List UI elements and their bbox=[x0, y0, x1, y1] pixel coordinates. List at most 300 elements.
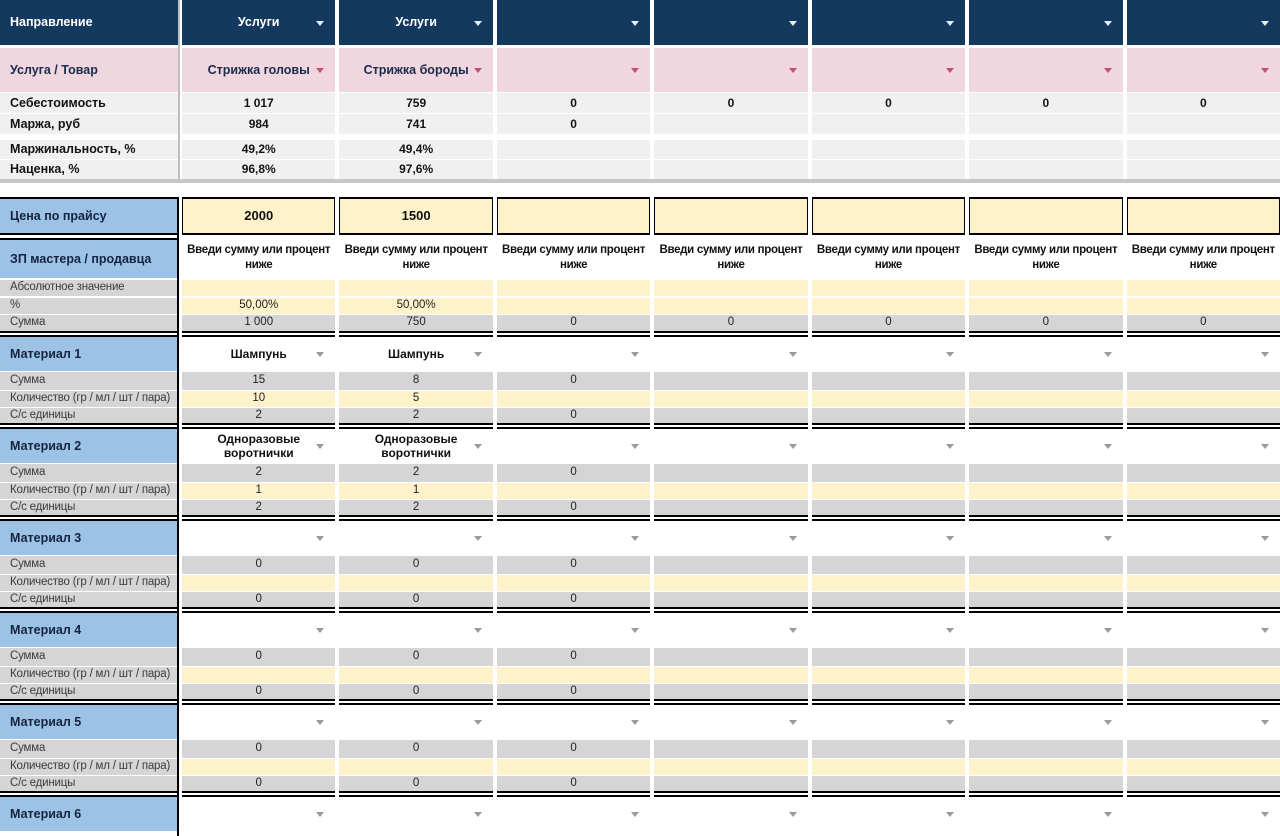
material-2-dropdown-c1-text: Одноразовые воротнички bbox=[217, 431, 301, 460]
input-cell-quantity-c2[interactable] bbox=[339, 483, 492, 499]
chevron-down-icon bbox=[789, 352, 797, 357]
table-row bbox=[0, 483, 1280, 499]
material-1-dropdown-c3[interactable] bbox=[497, 335, 650, 371]
material-2-dropdown-c2-text: Одноразовые воротнички bbox=[374, 431, 458, 460]
material-4-dropdown-c2[interactable] bbox=[339, 611, 492, 647]
row-label-material-2-text: Материал 2 bbox=[10, 438, 82, 453]
calc-cell-unit-cost-c2 bbox=[339, 500, 492, 517]
service-dropdown-c1[interactable] bbox=[182, 48, 335, 92]
metric-cost-cell bbox=[654, 93, 807, 113]
calc-cell-sum-c1-text: 0 bbox=[255, 558, 262, 571]
direction-dropdown-c7[interactable] bbox=[1127, 0, 1280, 45]
input-cell-quantity-c2[interactable] bbox=[339, 391, 492, 407]
input-cell-percent-c7[interactable] bbox=[1127, 298, 1280, 314]
row-label-percent bbox=[0, 298, 178, 314]
calc-cell-unit-cost-c6 bbox=[969, 408, 1122, 425]
calc-cell-sum-c1-text: 2 bbox=[255, 466, 262, 479]
input-cell-quantity-c7[interactable] bbox=[1127, 759, 1280, 775]
calc-cell-sum-c1 bbox=[182, 315, 335, 333]
material-6-dropdown-c5[interactable] bbox=[812, 795, 965, 831]
row-label-sum-text: Сумма bbox=[10, 558, 46, 571]
salary-hint-cell bbox=[497, 238, 650, 278]
input-cell-quantity-c6[interactable] bbox=[969, 667, 1122, 683]
material-1-dropdown-c1-text: Шампунь bbox=[230, 346, 287, 361]
calc-cell-sum-c1 bbox=[182, 740, 335, 758]
input-cell-quantity-c3[interactable] bbox=[497, 759, 650, 775]
row-label-sum-text: Сумма bbox=[10, 742, 46, 755]
calc-cell-unit-cost-c7 bbox=[1127, 408, 1280, 425]
row-label-quantity bbox=[0, 575, 178, 591]
chevron-down-icon bbox=[1261, 720, 1269, 725]
material-5-dropdown-c4[interactable] bbox=[654, 703, 807, 739]
row-label-markup-pct bbox=[0, 160, 178, 179]
material-4-dropdown-c3[interactable] bbox=[497, 611, 650, 647]
material-5-dropdown-c7[interactable] bbox=[1127, 703, 1280, 739]
metric-cost-cell-text: 0 bbox=[885, 95, 892, 110]
material-1-dropdown-c6[interactable] bbox=[969, 335, 1122, 371]
calc-cell-sum-c2 bbox=[339, 372, 492, 390]
calc-cell-unit-cost-c3-text: 0 bbox=[570, 408, 577, 421]
material-4-dropdown-c6[interactable] bbox=[969, 611, 1122, 647]
row-label-quantity-text: Количество (гр / мл / шт / пара) bbox=[10, 484, 171, 497]
metric-margin-rub-cell bbox=[497, 114, 650, 134]
row-label-margin-rub bbox=[0, 114, 178, 134]
calc-cell-sum-c2 bbox=[339, 648, 492, 666]
input-cell-quantity-c5[interactable] bbox=[812, 759, 965, 775]
input-cell-percent-c2[interactable] bbox=[339, 298, 492, 314]
material-1-dropdown-c2[interactable] bbox=[339, 335, 492, 371]
input-cell-quantity-c2[interactable] bbox=[339, 667, 492, 683]
row-label-unit-cost bbox=[0, 500, 178, 517]
table-row bbox=[0, 197, 1280, 235]
salary-hint-cell-text: Введи сумму или процент ниже bbox=[502, 244, 646, 271]
material-1-dropdown-c5[interactable] bbox=[812, 335, 965, 371]
metric-cost-cell bbox=[182, 93, 335, 113]
frozen-pane-divider-vertical bbox=[178, 0, 180, 179]
metric-marginality-pct-cell-text: 49,2% bbox=[241, 142, 276, 157]
input-cell-absolute-value-c4[interactable] bbox=[654, 280, 807, 296]
input-cell-quantity-c4[interactable] bbox=[654, 391, 807, 407]
material-6-dropdown-c7[interactable] bbox=[1127, 795, 1280, 831]
service-dropdown-c5[interactable] bbox=[812, 48, 965, 92]
table-row bbox=[0, 372, 1280, 390]
price-input-cell-c6[interactable] bbox=[969, 197, 1122, 235]
calc-cell-unit-cost-c4 bbox=[654, 776, 807, 793]
material-6-dropdown-c4[interactable] bbox=[654, 795, 807, 831]
input-cell-percent-c4[interactable] bbox=[654, 298, 807, 314]
input-cell-quantity-c6[interactable] bbox=[969, 391, 1122, 407]
chevron-down-icon bbox=[1104, 720, 1112, 725]
material-3-dropdown-c3[interactable] bbox=[497, 519, 650, 555]
metric-cost-cell-text: 0 bbox=[1042, 95, 1050, 110]
input-cell-quantity-c7[interactable] bbox=[1127, 483, 1280, 499]
metric-margin-rub-cell bbox=[654, 114, 807, 134]
chevron-down-icon bbox=[789, 628, 797, 633]
calc-cell-unit-cost-c2 bbox=[339, 408, 492, 425]
price-input-cell-c5[interactable] bbox=[812, 197, 965, 235]
table-row bbox=[0, 684, 1280, 701]
table-row bbox=[0, 48, 1280, 92]
table-row bbox=[0, 408, 1280, 425]
calc-cell-sum-c5 bbox=[812, 740, 965, 758]
metric-margin-rub-cell-text: 984 bbox=[248, 116, 269, 131]
input-cell-absolute-value-c7[interactable] bbox=[1127, 280, 1280, 296]
calc-cell-unit-cost-c6 bbox=[969, 684, 1122, 701]
table-row bbox=[0, 575, 1280, 591]
calc-cell-unit-cost-c7 bbox=[1127, 500, 1280, 517]
table-row bbox=[0, 759, 1280, 775]
row-label-sum bbox=[0, 315, 178, 333]
calc-cell-unit-cost-c3 bbox=[497, 592, 650, 609]
chevron-down-icon bbox=[316, 444, 324, 449]
row-label-direction-text: Направление bbox=[10, 15, 93, 30]
input-cell-quantity-c4[interactable] bbox=[654, 575, 807, 591]
calc-cell-sum-c1-text: 0 bbox=[255, 650, 262, 663]
table-row bbox=[0, 556, 1280, 574]
input-cell-percent-c1[interactable] bbox=[182, 298, 335, 314]
material-6-dropdown-c2[interactable] bbox=[339, 795, 492, 831]
material-5-dropdown-c1[interactable] bbox=[182, 703, 335, 739]
frozen-column-border bbox=[177, 197, 179, 836]
chevron-down-icon bbox=[316, 536, 324, 541]
calc-cell-sum-c4 bbox=[654, 740, 807, 758]
row-label-absolute-value-text: Абсолютное значение bbox=[10, 281, 125, 294]
calc-cell-unit-cost-c1 bbox=[182, 684, 335, 701]
calc-cell-sum-c3 bbox=[497, 372, 650, 390]
input-cell-percent-c5[interactable] bbox=[812, 298, 965, 314]
material-1-dropdown-c7[interactable] bbox=[1127, 335, 1280, 371]
material-5-dropdown-c6[interactable] bbox=[969, 703, 1122, 739]
metric-marginality-pct-cell bbox=[812, 140, 965, 159]
chevron-down-icon bbox=[946, 720, 954, 725]
metric-markup-pct-cell bbox=[497, 160, 650, 179]
metric-margin-rub-cell-text: 0 bbox=[570, 116, 577, 131]
calc-cell-sum-c6 bbox=[969, 372, 1122, 390]
input-cell-quantity-c2[interactable] bbox=[339, 759, 492, 775]
material-2-dropdown-c2[interactable] bbox=[339, 427, 492, 463]
input-cell-percent-c6[interactable] bbox=[969, 298, 1122, 314]
row-label-price bbox=[0, 197, 178, 235]
material-4-dropdown-c4[interactable] bbox=[654, 611, 807, 647]
table-row bbox=[0, 795, 1280, 831]
input-cell-absolute-value-c3[interactable] bbox=[497, 280, 650, 296]
metric-margin-rub-cell bbox=[969, 114, 1122, 134]
calc-cell-sum-c7 bbox=[1127, 740, 1280, 758]
calc-cell-sum-c5 bbox=[812, 648, 965, 666]
calc-cell-unit-cost-c1-text: 2 bbox=[255, 408, 262, 421]
input-cell-quantity-c5[interactable] bbox=[812, 483, 965, 499]
input-cell-quantity-c1[interactable] bbox=[182, 667, 335, 683]
chevron-down-icon bbox=[946, 628, 954, 633]
input-cell-quantity-c5[interactable] bbox=[812, 575, 965, 591]
metric-margin-rub-cell bbox=[1127, 114, 1280, 134]
calc-cell-sum-c7 bbox=[1127, 556, 1280, 574]
row-label-unit-cost-text: С/с единицы bbox=[10, 592, 76, 605]
chevron-down-icon bbox=[1261, 352, 1269, 357]
chevron-down-icon bbox=[946, 812, 954, 817]
chevron-down-icon bbox=[789, 68, 797, 73]
calc-cell-sum-c5 bbox=[812, 315, 965, 333]
table-row bbox=[0, 667, 1280, 683]
row-label-sum bbox=[0, 648, 178, 666]
chevron-down-icon bbox=[946, 444, 954, 449]
chevron-down-icon bbox=[631, 628, 639, 633]
row-label-service-text: Услуга / Товар bbox=[10, 62, 98, 77]
calc-cell-sum-c4 bbox=[654, 648, 807, 666]
row-label-sum-text: Сумма bbox=[10, 374, 46, 387]
calc-cell-sum-c4 bbox=[654, 315, 807, 333]
input-cell-quantity-c1[interactable] bbox=[182, 575, 335, 591]
table-row bbox=[0, 298, 1280, 314]
direction-dropdown-c5[interactable] bbox=[812, 0, 965, 45]
chevron-down-icon bbox=[316, 720, 324, 725]
metric-marginality-pct-cell bbox=[654, 140, 807, 159]
input-cell-quantity-c2[interactable] bbox=[339, 575, 492, 591]
material-4-dropdown-c1[interactable] bbox=[182, 611, 335, 647]
price-input-cell-c1[interactable] bbox=[182, 197, 335, 235]
calc-cell-unit-cost-c6 bbox=[969, 776, 1122, 793]
section-spacer bbox=[0, 183, 1280, 197]
material-3-dropdown-c1[interactable] bbox=[182, 519, 335, 555]
calc-cell-unit-cost-c1-text: 0 bbox=[255, 776, 262, 789]
table-row bbox=[0, 238, 1280, 278]
input-cell-quantity-c7[interactable] bbox=[1127, 575, 1280, 591]
input-cell-quantity-c4[interactable] bbox=[654, 483, 807, 499]
service-dropdown-c6[interactable] bbox=[969, 48, 1122, 92]
row-label-salary bbox=[0, 238, 178, 278]
calc-cell-unit-cost-c2-text: 2 bbox=[412, 408, 420, 421]
calc-cell-unit-cost-c2 bbox=[339, 776, 492, 793]
metric-markup-pct-cell-text: 97,6% bbox=[399, 162, 434, 177]
material-2-dropdown-c1[interactable] bbox=[182, 427, 335, 463]
input-cell-quantity-c6[interactable] bbox=[969, 483, 1122, 499]
row-label-quantity-text: Количество (гр / мл / шт / пара) bbox=[10, 668, 171, 681]
input-cell-quantity-c5[interactable] bbox=[812, 391, 965, 407]
material-3-dropdown-c2[interactable] bbox=[339, 519, 492, 555]
material-2-dropdown-c4[interactable] bbox=[654, 427, 807, 463]
metric-margin-rub-cell-text: 741 bbox=[406, 116, 427, 131]
service-dropdown-c4[interactable] bbox=[654, 48, 807, 92]
calc-cell-sum-c4 bbox=[654, 372, 807, 390]
input-cell-percent-c1-text: 50,00% bbox=[239, 299, 279, 312]
table-row bbox=[0, 464, 1280, 482]
chevron-down-icon bbox=[789, 536, 797, 541]
calc-cell-sum-c3-text: 0 bbox=[570, 466, 577, 479]
material-5-dropdown-c3[interactable] bbox=[497, 703, 650, 739]
chevron-down-icon bbox=[1104, 352, 1112, 357]
metric-marginality-pct-cell bbox=[339, 140, 492, 159]
calc-cell-sum-c1-text: 0 bbox=[255, 742, 262, 755]
row-label-unit-cost bbox=[0, 408, 178, 425]
direction-dropdown-c4[interactable] bbox=[654, 0, 807, 45]
input-cell-quantity-c4[interactable] bbox=[654, 759, 807, 775]
calc-cell-sum-c5-text: 0 bbox=[885, 316, 892, 329]
row-label-material-3 bbox=[0, 519, 178, 555]
salary-hint-cell-text: Введи сумму или процент ниже bbox=[659, 244, 803, 271]
calc-cell-unit-cost-c1 bbox=[182, 500, 335, 517]
row-label-sum-text: Сумма bbox=[10, 650, 46, 663]
material-3-dropdown-c4[interactable] bbox=[654, 519, 807, 555]
service-dropdown-c3[interactable] bbox=[497, 48, 650, 92]
row-label-service bbox=[0, 48, 178, 92]
direction-dropdown-c1[interactable] bbox=[182, 0, 335, 45]
chevron-down-icon bbox=[474, 720, 482, 725]
calc-cell-sum-c6-text: 0 bbox=[1042, 316, 1050, 329]
material-4-dropdown-c7[interactable] bbox=[1127, 611, 1280, 647]
input-cell-percent-c3[interactable] bbox=[497, 298, 650, 314]
input-cell-quantity-c7[interactable] bbox=[1127, 667, 1280, 683]
salary-hint-cell-text: Введи сумму или процент ниже bbox=[344, 244, 488, 271]
chevron-down-icon bbox=[316, 628, 324, 633]
input-cell-quantity-c7[interactable] bbox=[1127, 391, 1280, 407]
table-row bbox=[0, 391, 1280, 407]
input-cell-quantity-c6[interactable] bbox=[969, 759, 1122, 775]
material-3-dropdown-c5[interactable] bbox=[812, 519, 965, 555]
chevron-down-icon bbox=[1261, 536, 1269, 541]
chevron-down-icon bbox=[946, 21, 954, 26]
input-cell-absolute-value-c1[interactable] bbox=[182, 280, 335, 296]
calc-cell-sum-c5 bbox=[812, 556, 965, 574]
table-row bbox=[0, 500, 1280, 517]
input-cell-absolute-value-c2[interactable] bbox=[339, 280, 492, 296]
direction-dropdown-c3[interactable] bbox=[497, 0, 650, 45]
chevron-down-icon bbox=[474, 68, 482, 73]
calc-cell-sum-c3 bbox=[497, 648, 650, 666]
metric-marginality-pct-cell bbox=[1127, 140, 1280, 159]
chevron-down-icon bbox=[1261, 21, 1269, 26]
row-label-unit-cost-text: С/с единицы bbox=[10, 408, 76, 421]
calc-cell-unit-cost-c1 bbox=[182, 592, 335, 609]
calc-cell-unit-cost-c1 bbox=[182, 776, 335, 793]
row-label-material-5 bbox=[0, 703, 178, 739]
table-row bbox=[0, 315, 1280, 333]
calc-cell-sum-c3-text: 0 bbox=[570, 558, 577, 571]
chevron-down-icon bbox=[474, 536, 482, 541]
material-4-dropdown-c5[interactable] bbox=[812, 611, 965, 647]
metric-markup-pct-cell bbox=[654, 160, 807, 179]
material-2-dropdown-c6[interactable] bbox=[969, 427, 1122, 463]
material-6-dropdown-c1[interactable] bbox=[182, 795, 335, 831]
input-cell-quantity-c5[interactable] bbox=[812, 667, 965, 683]
material-3-dropdown-c7[interactable] bbox=[1127, 519, 1280, 555]
calc-cell-sum-c4 bbox=[654, 556, 807, 574]
direction-dropdown-c1-text: Услуги bbox=[237, 15, 280, 30]
material-5-dropdown-c2[interactable] bbox=[339, 703, 492, 739]
salary-hint-cell-text: Введи сумму или процент ниже bbox=[187, 244, 331, 271]
row-label-quantity-text: Количество (гр / мл / шт / пара) bbox=[10, 576, 171, 589]
salary-hint-cell bbox=[182, 238, 335, 278]
calc-cell-sum-c3-text: 0 bbox=[570, 650, 577, 663]
material-2-dropdown-c7[interactable] bbox=[1127, 427, 1280, 463]
table-row bbox=[0, 114, 1280, 134]
input-cell-quantity-c6[interactable] bbox=[969, 575, 1122, 591]
calc-cell-sum-c1-text: 15 bbox=[252, 374, 266, 387]
row-label-margin-rub-text: Маржа, руб bbox=[10, 116, 81, 131]
row-label-markup-pct-text: Наценка, % bbox=[10, 162, 80, 177]
input-cell-quantity-c3[interactable] bbox=[497, 391, 650, 407]
input-cell-absolute-value-c5[interactable] bbox=[812, 280, 965, 296]
calc-cell-unit-cost-c5 bbox=[812, 776, 965, 793]
chevron-down-icon bbox=[1261, 812, 1269, 817]
chevron-down-icon bbox=[316, 352, 324, 357]
calc-cell-unit-cost-c2-text: 0 bbox=[412, 684, 420, 697]
price-input-cell-c2[interactable] bbox=[339, 197, 492, 235]
service-dropdown-c7[interactable] bbox=[1127, 48, 1280, 92]
input-cell-quantity-c3[interactable] bbox=[497, 575, 650, 591]
material-6-dropdown-c3[interactable] bbox=[497, 795, 650, 831]
material-2-dropdown-c3[interactable] bbox=[497, 427, 650, 463]
input-cell-quantity-c2-text: 1 bbox=[412, 484, 420, 497]
service-dropdown-c2[interactable] bbox=[339, 48, 492, 92]
calc-cell-sum-c1 bbox=[182, 648, 335, 666]
material-5-dropdown-c5[interactable] bbox=[812, 703, 965, 739]
row-label-sum bbox=[0, 464, 178, 482]
chevron-down-icon bbox=[1104, 21, 1112, 26]
material-1-dropdown-c1[interactable] bbox=[182, 335, 335, 371]
input-cell-quantity-c1[interactable] bbox=[182, 391, 335, 407]
metric-cost-cell-text: 0 bbox=[570, 95, 577, 110]
metric-markup-pct-cell bbox=[1127, 160, 1280, 179]
material-6-dropdown-c6[interactable] bbox=[969, 795, 1122, 831]
table-row bbox=[0, 335, 1280, 371]
input-cell-quantity-c3[interactable] bbox=[497, 667, 650, 683]
price-input-cell-c4[interactable] bbox=[654, 197, 807, 235]
salary-hint-cell-text: Введи сумму или процент ниже bbox=[1131, 244, 1275, 271]
metric-cost-cell bbox=[497, 93, 650, 113]
direction-dropdown-c6[interactable] bbox=[969, 0, 1122, 45]
calc-cell-unit-cost-c2-text: 2 bbox=[412, 500, 420, 513]
salary-hint-cell bbox=[1127, 238, 1280, 278]
input-cell-quantity-c1[interactable] bbox=[182, 759, 335, 775]
metric-marginality-pct-cell bbox=[969, 140, 1122, 159]
row-label-sum bbox=[0, 556, 178, 574]
chevron-down-icon bbox=[1104, 444, 1112, 449]
calc-cell-sum-c2 bbox=[339, 740, 492, 758]
material-1-dropdown-c2-text: Шампунь bbox=[388, 346, 445, 361]
price-input-cell-c1-text: 2000 bbox=[244, 208, 274, 224]
chevron-down-icon bbox=[946, 68, 954, 73]
calc-cell-sum-c7 bbox=[1127, 315, 1280, 333]
calc-cell-unit-cost-c3-text: 0 bbox=[570, 776, 577, 789]
calc-cell-sum-c2-text: 0 bbox=[412, 558, 420, 571]
chevron-down-icon bbox=[316, 812, 324, 817]
row-label-material-2 bbox=[0, 427, 178, 463]
direction-dropdown-c2[interactable] bbox=[339, 0, 492, 45]
input-cell-quantity-c3[interactable] bbox=[497, 483, 650, 499]
row-label-quantity bbox=[0, 667, 178, 683]
material-3-dropdown-c6[interactable] bbox=[969, 519, 1122, 555]
material-1-dropdown-c4[interactable] bbox=[654, 335, 807, 371]
price-input-cell-c3[interactable] bbox=[497, 197, 650, 235]
metric-margin-rub-cell bbox=[812, 114, 965, 134]
metric-marginality-pct-cell bbox=[497, 140, 650, 159]
calc-cell-unit-cost-c6 bbox=[969, 592, 1122, 609]
calc-cell-unit-cost-c3 bbox=[497, 500, 650, 517]
price-input-cell-c7[interactable] bbox=[1127, 197, 1280, 235]
metric-marginality-pct-cell bbox=[182, 140, 335, 159]
calc-cell-unit-cost-c5 bbox=[812, 408, 965, 425]
input-cell-quantity-c1[interactable] bbox=[182, 483, 335, 499]
input-cell-quantity-c4[interactable] bbox=[654, 667, 807, 683]
calc-cell-unit-cost-c2 bbox=[339, 684, 492, 701]
metric-cost-cell-text: 0 bbox=[1199, 95, 1207, 110]
metric-markup-pct-cell bbox=[812, 160, 965, 179]
material-2-dropdown-c5[interactable] bbox=[812, 427, 965, 463]
calc-cell-unit-cost-c2-text: 0 bbox=[412, 592, 420, 605]
chevron-down-icon bbox=[789, 812, 797, 817]
input-cell-absolute-value-c6[interactable] bbox=[969, 280, 1122, 296]
calc-cell-sum-c1 bbox=[182, 372, 335, 390]
